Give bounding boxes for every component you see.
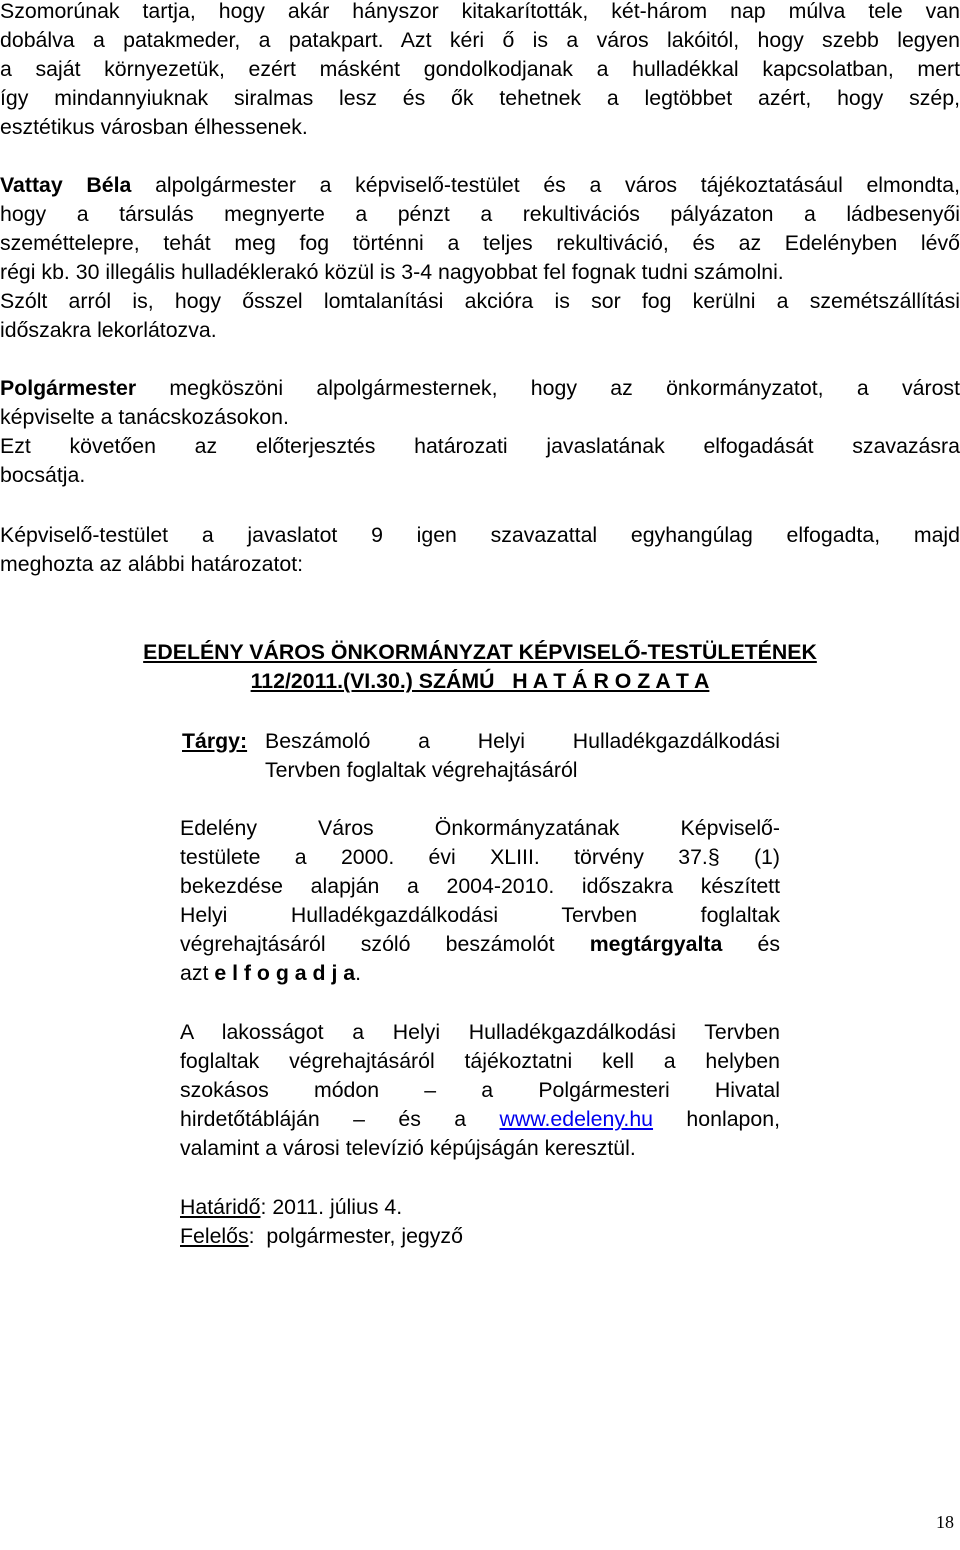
text-span: alpolgármester a képviselő-testület és a város tájékoztatásául elmondta, <box>131 173 960 197</box>
paragraph-1 <box>0 0 960 142</box>
text-line: szokásos módon – a Polgármesteri Hivatal <box>180 1078 780 1102</box>
subject-text: Beszámoló a Helyi Hulladékgazdálkodási <box>265 729 780 753</box>
deadline-label: Határidő <box>180 1195 261 1219</box>
text-span: végrehajtásáról szóló beszámolót <box>180 932 590 956</box>
responsible-value: : polgármester, jegyző <box>248 1224 463 1248</box>
emphasis-text: megtárgyalta <box>589 932 723 956</box>
text-line: dobálva a patakmeder, a patakpart. Azt kéri ő is a város lakóitól, hogy szebb legyen <box>0 28 960 52</box>
text-line: Ezt követően az előterjesztés határozati javaslatának elfogadását szavazásra <box>0 434 960 458</box>
text-line: testülete a 2000. évi XLIII. törvény 37.§ (1) <box>180 845 780 869</box>
responsible-label: Felelős <box>180 1224 249 1248</box>
text-line: A lakosságot a Helyi Hulladékgazdálkodási Tervben <box>180 1020 780 1044</box>
text-line <box>0 171 960 200</box>
text-span: és <box>722 932 780 956</box>
text-line: valamint a városi televízió képújságán keresztül. <box>180 1136 636 1160</box>
website-link[interactable]: www.edeleny.hu <box>499 1107 654 1131</box>
resolution-subject <box>182 727 780 785</box>
resolution-heading <box>0 638 960 696</box>
paragraph-4 <box>0 521 960 579</box>
emphasis-text: e l f o g a d j a <box>214 961 356 985</box>
text-line: Szólt arról is, hogy ősszel lomtalanítási akcióra is sor fog kerülni a szemétszállítási <box>0 289 960 313</box>
text-span: . <box>355 961 362 985</box>
text-line: bekezdése alapján a 2004-2010. időszakra készített <box>180 874 780 898</box>
text-span: honlapon, <box>653 1107 780 1131</box>
text-line: Képviselő-testület a javaslatot 9 igen szavazattal egyhangúlag elfogadta, majd <box>0 523 960 547</box>
page-number: 18 <box>936 1512 954 1532</box>
text-span: hirdetőtábláján – és a <box>180 1107 500 1131</box>
text-line: Edelény Város Önkormányzatának Képviselő- <box>180 816 780 840</box>
resolution-body-1 <box>180 814 780 988</box>
subject-row <box>182 727 780 756</box>
resolution-title-line-2: 112/2011.(VI.30.) SZÁMÚ H A T Á R O Z A T A <box>250 669 710 693</box>
text-line <box>180 930 780 959</box>
text-line: régi kb. 30 illegális hulladéklerakó közül is 3-4 nagyobbat fel fognak tudni számolni. <box>0 260 784 284</box>
resolution-body-2 <box>180 1018 780 1163</box>
paragraph-3 <box>0 374 960 490</box>
text-line: hogy a társulás megnyerte a pénzt a rekultivációs pályázaton a ládbesenyői <box>0 202 960 226</box>
resolution-footer <box>180 1193 780 1251</box>
text-line: Szomorúnak tartja, hogy akár hányszor kitakarították, két-három nap múlva tele van <box>0 0 960 23</box>
text-line: szeméttelepre, tehát meg fog történni a teljes rekultiváció, és az Edelényben lévő <box>0 231 960 255</box>
speaker-name: Polgármester <box>0 376 137 400</box>
resolution-title-line-1: EDELÉNY VÁROS ÖNKORMÁNYZAT KÉPVISELŐ-TESTÜLETÉNEK <box>143 640 817 664</box>
text-span: azt <box>180 961 215 985</box>
subject-text: Tervben foglaltak végrehajtásáról <box>265 758 578 782</box>
deadline-line <box>180 1193 780 1222</box>
subject-label: Tárgy: <box>182 729 248 753</box>
text-line: Helyi Hulladékgazdálkodási Tervben foglaltak <box>180 903 780 927</box>
text-line: meghozta az alábbi határozatot: <box>0 552 304 576</box>
text-line: a saját környezetük, ezért másként gondolkodjanak a hulladékkal kapcsolatban, mert <box>0 57 960 81</box>
text-line: bocsátja. <box>0 463 86 487</box>
text-line: esztétikus városban élhessenek. <box>0 115 308 139</box>
text-span: megköszöni alpolgármesternek, hogy az önkormányzatot, a várost <box>136 376 960 400</box>
text-line <box>180 1105 780 1134</box>
text-line <box>0 374 960 403</box>
text-line: foglaltak végrehajtásáról tájékoztatni kell a helyben <box>180 1049 780 1073</box>
text-line: időszakra lekorlátozva. <box>0 318 217 342</box>
text-line: így mindannyiuknak siralmas lesz és ők tehetnek a legtöbbet azért, hogy szép, <box>0 86 960 110</box>
paragraph-2 <box>0 171 960 345</box>
speaker-name: Vattay Béla <box>0 173 132 197</box>
deadline-value: : 2011. július 4. <box>260 1195 403 1219</box>
text-line: képviselte a tanácskozásokon. <box>0 405 289 429</box>
responsible-line <box>180 1222 780 1251</box>
text-line <box>180 959 780 988</box>
